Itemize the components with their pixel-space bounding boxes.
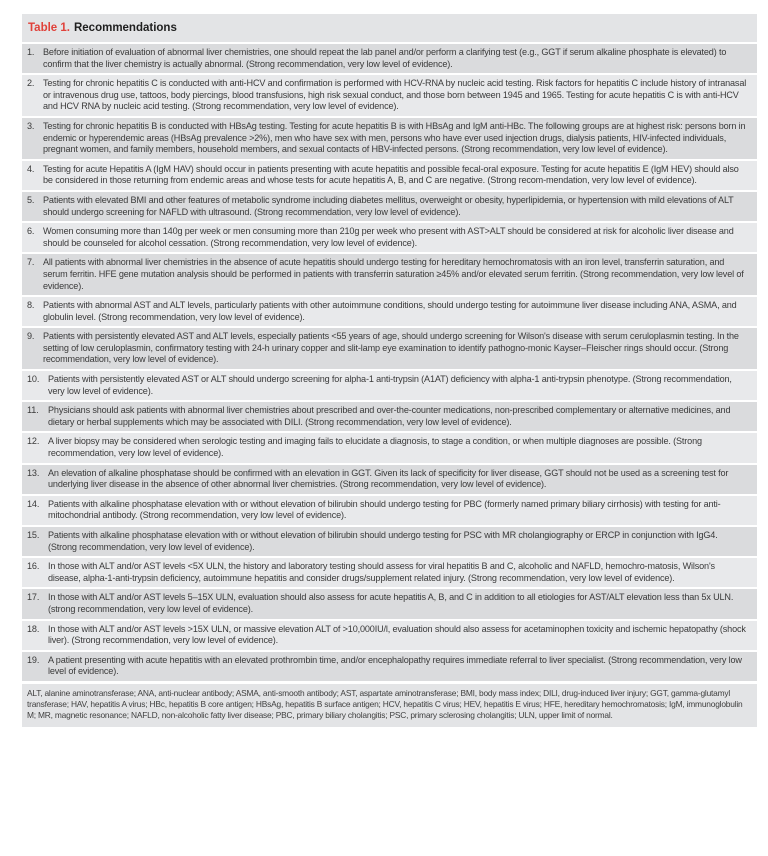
row-text: A patient presenting with acute hepatitis with an elevated prothrombin time, and/or encephalopathy requires immediate referral to liver specialist. (Strong recommendation, very low level of evidence). — [48, 654, 742, 677]
row-text: An elevation of alkaline phosphatase should be confirmed with an elevation in GGT. Given its lack of specificity for liver disease, GGT should not be used as a screening test for underlying liver disease in the absence of other abnormal liver chemistries. (Strong recommendation, very low level of evidence). — [48, 467, 729, 490]
table-row — [22, 118, 757, 161]
table-row — [22, 371, 757, 402]
row-text: Before initiation of evaluation of abnormal liver chemistries, one should repeat the lab panel and/or perform a clarifying test (e.g., GGT if serum alkaline phosphate is elevated) to confirm that the liver chemistry is actually abnormal. (Strong recommendation, very low level of evidence). — [43, 47, 727, 69]
row-number: 2. — [27, 78, 35, 89]
row-text: In those with ALT and/or AST levels >15X ULN, or massive elevation ALT of >10,000IU/l, evaluation should also assess for acetaminophen toxicity and ischemic hepatopathy (shock liver). (Strong recommendation, very low level of evidence). — [48, 623, 746, 646]
recommendations-table — [22, 14, 757, 727]
row-number: 19. — [27, 654, 40, 665]
row-number: 13. — [27, 467, 40, 478]
table-row — [22, 496, 757, 527]
table-row — [22, 161, 757, 192]
row-text: Patients with abnormal AST and ALT levels, particularly patients with other autoimmune conditions, should undergo testing for autoimmune liver disease including ANA, ASMA, and globulin level. (Strong recommendation, very low level of evidence). — [43, 300, 737, 322]
abbreviations-footnote: ALT, alanine aminotransferase; ANA, anti-nuclear antibody; ASMA, anti-smooth antibody; AST, aspartate aminotransferase; BMI, body mass index; DILI, drug-induced liver injury; GGT, gamma-glutamyl transferase; HAV, hepatitis A virus; HBc, hepatitis B core antigen; HBsAg, hepatitis B surface antigen; HCV, hepatitis C virus; HEV, hepatitis E virus; HFE, hereditary hemochromatosis; IgM, immunoglobulin M; MR, magnetic resonance; NAFLD, non-alcoholic fatty liver disease; PBC, primary biliary cholangitis; PSC, primary sclerosing cholangitis; ULN, upper limit of normal. — [22, 683, 757, 727]
row-text: Patients with persistently elevated AST or ALT should undergo screening for alpha-1 anti-trypsin (A1AT) deficiency with alpha-1 anti-trypsin phenotype. (Strong recommendation, very low level of evidence). — [48, 374, 732, 396]
row-number: 8. — [27, 300, 35, 311]
table-row — [22, 297, 757, 328]
table-row — [22, 527, 757, 558]
row-text: In those with ALT and/or AST levels <5X ULN, the history and laboratory testing should assess for viral hepatitis B and C, alcoholic and NAFLD, hemochro-matosis, Wilson's disease, alpha-1-anti-trypsin deficiency, autoimmune hepatitis and consider drugs/supplement related injury. (Strong recommendation, very low level of evidence). — [48, 561, 715, 583]
row-number: 9. — [27, 331, 35, 342]
row-number: 16. — [27, 561, 40, 572]
row-number: 10. — [27, 374, 40, 385]
table-row — [22, 328, 757, 371]
table-label: Table 1. — [28, 22, 70, 34]
row-text: Women consuming more than 140g per week or men consuming more than 210g per week who present with AST>ALT should be considered at risk for alcoholic liver disease and should be counseled for alcohol cessation. (Strong recommendation, very low level of evidence). — [43, 226, 734, 248]
table-row — [22, 589, 757, 620]
row-number: 12. — [27, 436, 40, 447]
row-number: 17. — [27, 592, 40, 603]
row-number: 4. — [27, 163, 35, 174]
row-text: Testing for chronic hepatitis C is conducted with anti-HCV and confirmation is performed with HCV-RNA by nucleic acid testing. Risk factors for hepatitis C include history of intranasal or intravenous drug use, tattoos, body piercings, blood transfusions, high risk sexual conduct, and those born between 1945 and 1965. Testing for acute hepatitis C is with anti-HCV and HCV RNA by nucleic acid testing. (Strong recommendation, very low level of evidence). — [43, 78, 747, 112]
row-text: Testing for chronic hepatitis B is conducted with HBsAg testing. Testing for acute hepatitis B is with HBsAg and IgM anti-HBc. The following groups are at highest risk: persons born in endemic or hyperendemic areas (HBsAg prevalence >2%), men who have sex with men, persons who have ever used injection drugs, dialysis patients, HIV-infected individuals, pregnant women, and family members, household members, and sexual contacts of HBV-infected persons. (Strong recommendation, very low level of evidence). — [43, 120, 746, 155]
row-number: 1. — [27, 47, 35, 57]
row-text: Patients with alkaline phosphatase elevation with or without elevation of bilirubin should undergo testing for PSC with MR cholangiography or ERCP in conjunction with IgG4. (Strong recommendation, very low level of evidence). — [48, 530, 718, 552]
table-row — [22, 465, 757, 496]
table-row — [22, 254, 757, 297]
row-text: All patients with abnormal liver chemistries in the absence of acute hepatitis should undergo testing for hereditary hemochromatosis with an iron level, transferrin saturation, and serum ferritin. HFE gene mutation analysis should be performed in patients with transferrin saturation ≥45% and/or elevated serum ferritin. (Strong recommendation, very low level of evidence). — [43, 257, 744, 291]
row-text: Patients with elevated BMI and other features of metabolic syndrome including diabetes mellitus, overweight or obesity, hyperlipidemia, or hypertension with mild elevations of ALT should undergo screening for NAFLD with ultrasound. (Strong recommendation, very low level of evidence). — [43, 194, 734, 217]
row-number: 11. — [27, 405, 39, 416]
table-row — [22, 433, 757, 464]
row-text: In those with ALT and/or AST levels 5–15X ULN, evaluation should also assess for acute hepatitis A, B, and C in addition to all etiologies for AST/ALT elevation less than 5x ULN. (strong recommendation, very low level of evidence). — [48, 592, 734, 614]
table-row — [22, 402, 757, 433]
row-number: 18. — [27, 623, 40, 634]
row-number: 3. — [27, 120, 35, 131]
table-caption — [22, 14, 757, 44]
row-number: 14. — [27, 498, 40, 509]
table-title: Recommendations — [73, 22, 177, 34]
row-text: A liver biopsy may be considered when serologic testing and imaging fails to elucidate a diagnosis, to stage a condition, or when multiple diagnoses are possible. (Strong recommendation, very low level of evidence). — [48, 436, 702, 459]
row-text: Testing for acute Hepatitis A (IgM HAV) should occur in patients presenting with acute hepatitis and possible fecal-oral exposure. Testing for acute hepatitis E (IgM HEV) should also be considered in those returning from endemic areas and whose tests for acute hepatitis A, B, and C are negative. (Strong recom-mendation, very low level of evidence). — [43, 163, 739, 186]
row-number: 5. — [27, 194, 35, 205]
row-number: 15. — [27, 530, 40, 540]
table-row — [22, 558, 757, 589]
table-row — [22, 223, 757, 254]
table-row — [22, 192, 757, 223]
row-text: Patients with alkaline phosphatase elevation with or without elevation of bilirubin should undergo testing for PBC (formerly named primary biliary cirrhosis) with testing for anti-mitochondrial antibody. (Strong recommendation, very low level of evidence). — [48, 498, 721, 521]
table-row — [22, 652, 757, 683]
row-text: Physicians should ask patients with abnormal liver chemistries about prescribed and over-the-counter medications, non-prescribed complementary or alternative medicines, and dietary or herbal supplements which may be associated with DILI. (Strong recommendation, very low level of evidence). — [48, 405, 731, 427]
row-text: Patients with persistently elevated AST and ALT levels, especially patients <55 years of age, should undergo screening for Wilson's disease with serum ceruloplasmin testing. In the setting of low ceruloplasmin, confirmatory testing with 24-h urinary copper and slit-lamp eye examination to identify pathogno-monic Kayser–Fleischer rings should occur. (Strong recommendation, very low level of evidence). — [43, 331, 739, 365]
table-row — [22, 44, 757, 75]
table-row — [22, 75, 757, 118]
table-row — [22, 621, 757, 652]
row-number: 6. — [27, 226, 35, 237]
row-number: 7. — [27, 257, 35, 268]
